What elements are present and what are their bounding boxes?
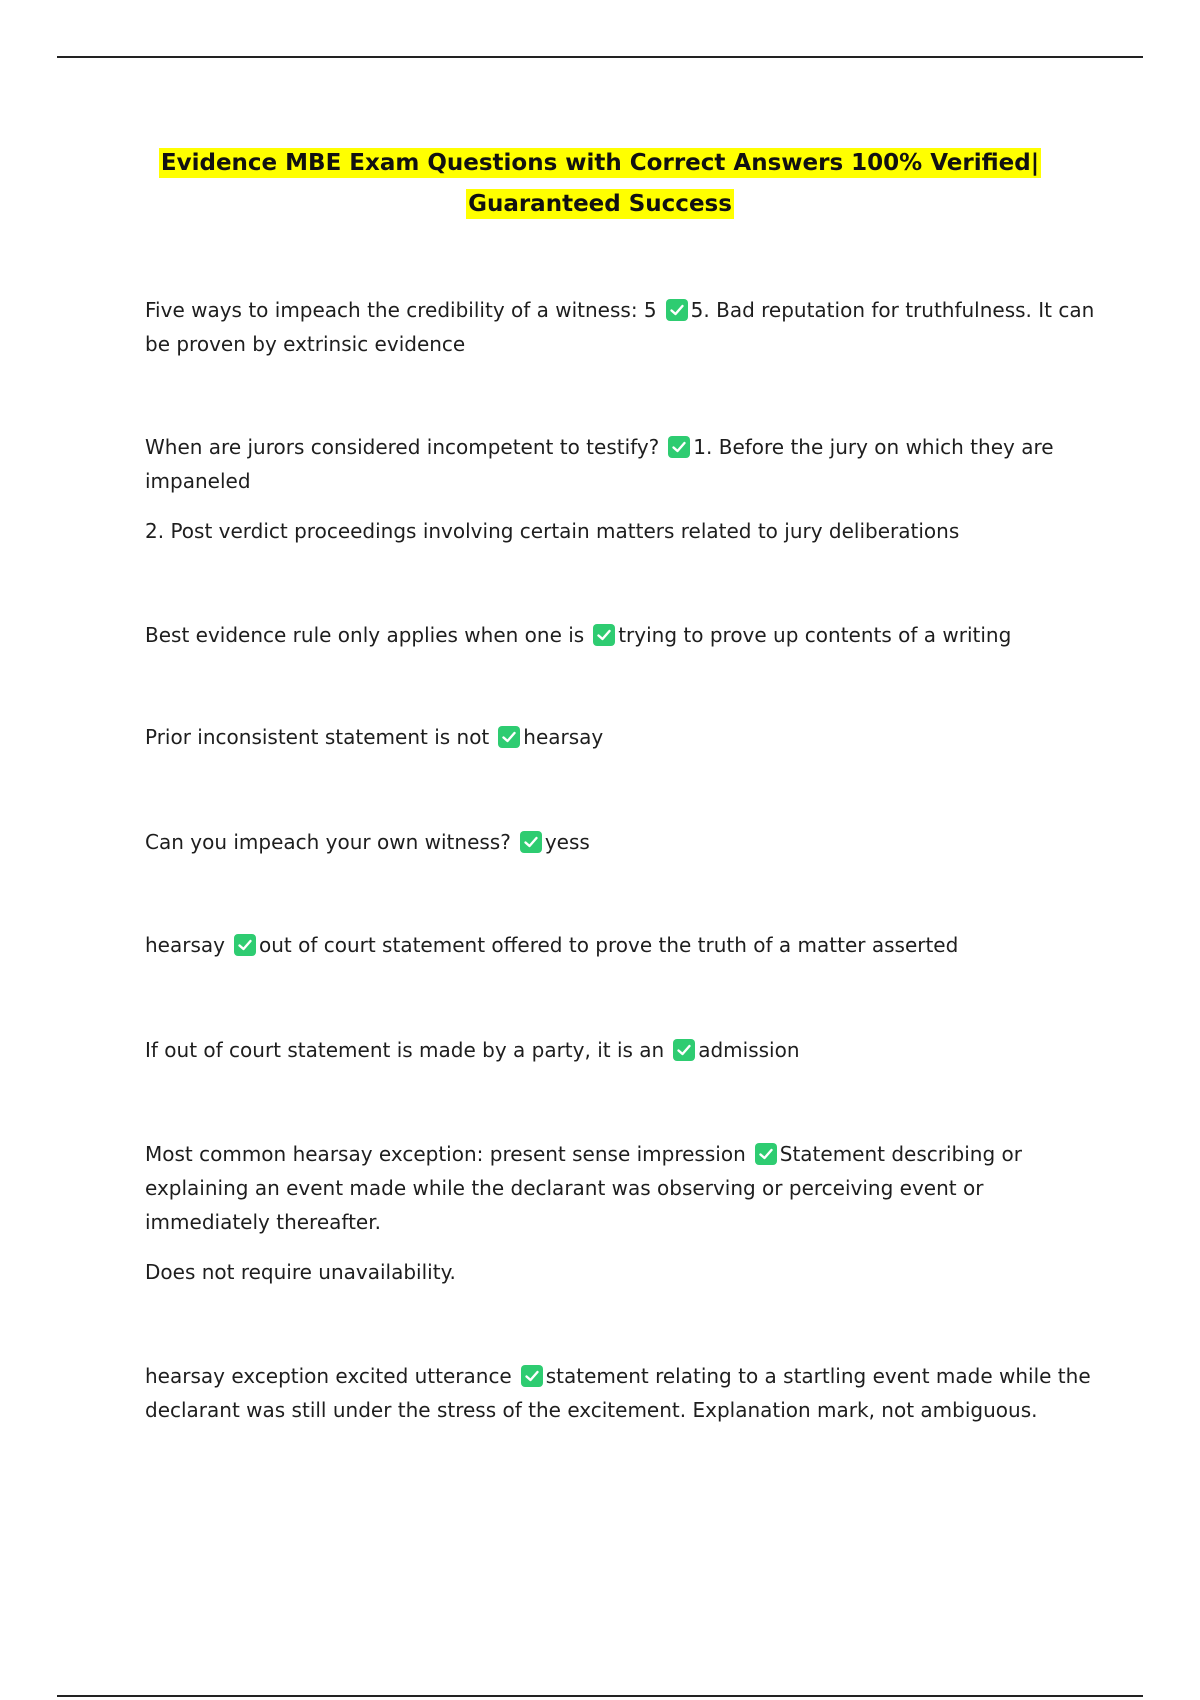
question-text: hearsay exception excited utterance xyxy=(145,1364,512,1388)
check-mark-icon xyxy=(668,436,690,458)
check-mark-icon xyxy=(521,1365,543,1387)
qa-item xyxy=(145,618,1095,652)
question-text: When are jurors considered incompetent to testify? xyxy=(145,435,660,459)
check-mark-icon xyxy=(593,624,615,646)
answer-text: 1. Before the jury on which they are impaneled xyxy=(145,435,1054,493)
check-mark-icon xyxy=(520,831,542,853)
question-text: hearsay xyxy=(145,933,225,957)
answer-text: Statement describing or explaining an event made while the declarant was observing or perceiving event or immediately thereafter. xyxy=(145,1142,1022,1234)
qa-item xyxy=(145,720,1095,754)
question-text: Can you impeach your own witness? xyxy=(145,830,511,854)
check-mark-icon xyxy=(666,299,688,321)
answer-text: out of court statement offered to prove the truth of a matter asserted xyxy=(258,933,959,957)
answer-text: hearsay xyxy=(523,725,604,749)
qa-item xyxy=(145,1137,1095,1289)
answer-text: trying to prove up contents of a writing xyxy=(618,623,1012,647)
answer-continuation: 2. Post verdict proceedings involving certain matters related to jury deliberations xyxy=(145,519,960,543)
question-text: Most common hearsay exception: present sense impression xyxy=(145,1142,746,1166)
question-text: Five ways to impeach the credibility of a witness: 5 xyxy=(145,298,657,322)
check-mark-icon xyxy=(234,934,256,956)
check-mark-icon xyxy=(498,726,520,748)
check-mark-icon xyxy=(673,1039,695,1061)
header-rule xyxy=(57,56,1143,58)
qa-item xyxy=(145,928,1095,962)
question-text: Best evidence rule only applies when one is xyxy=(145,623,585,647)
qa-item xyxy=(145,1033,1095,1067)
answer-continuation: Does not require unavailability. xyxy=(145,1260,456,1284)
answer-text: 5. Bad reputation for truthfulness. It can be proven by extrinsic evidence xyxy=(145,298,1095,356)
answer-text: statement relating to a startling event made while the declarant was still under the stress of the excitement. Explanation mark, not ambiguous. xyxy=(145,1364,1091,1422)
qa-item xyxy=(145,430,1095,548)
question-text: If out of court statement is made by a party, it is an xyxy=(145,1038,665,1062)
qa-item xyxy=(145,293,1095,361)
qa-item xyxy=(145,1359,1095,1427)
question-text: Prior inconsistent statement is not xyxy=(145,725,490,749)
qa-item xyxy=(145,825,1095,859)
check-mark-icon xyxy=(755,1143,777,1165)
footer-rule xyxy=(57,1695,1143,1697)
answer-text: yess xyxy=(544,830,590,854)
title-line-1: Evidence MBE Exam Questions with Correct Answers 100% Verified| xyxy=(160,150,1040,176)
document-title xyxy=(100,143,1100,225)
title-line-2: Guaranteed Success xyxy=(468,191,732,217)
answer-text: admission xyxy=(698,1038,800,1062)
